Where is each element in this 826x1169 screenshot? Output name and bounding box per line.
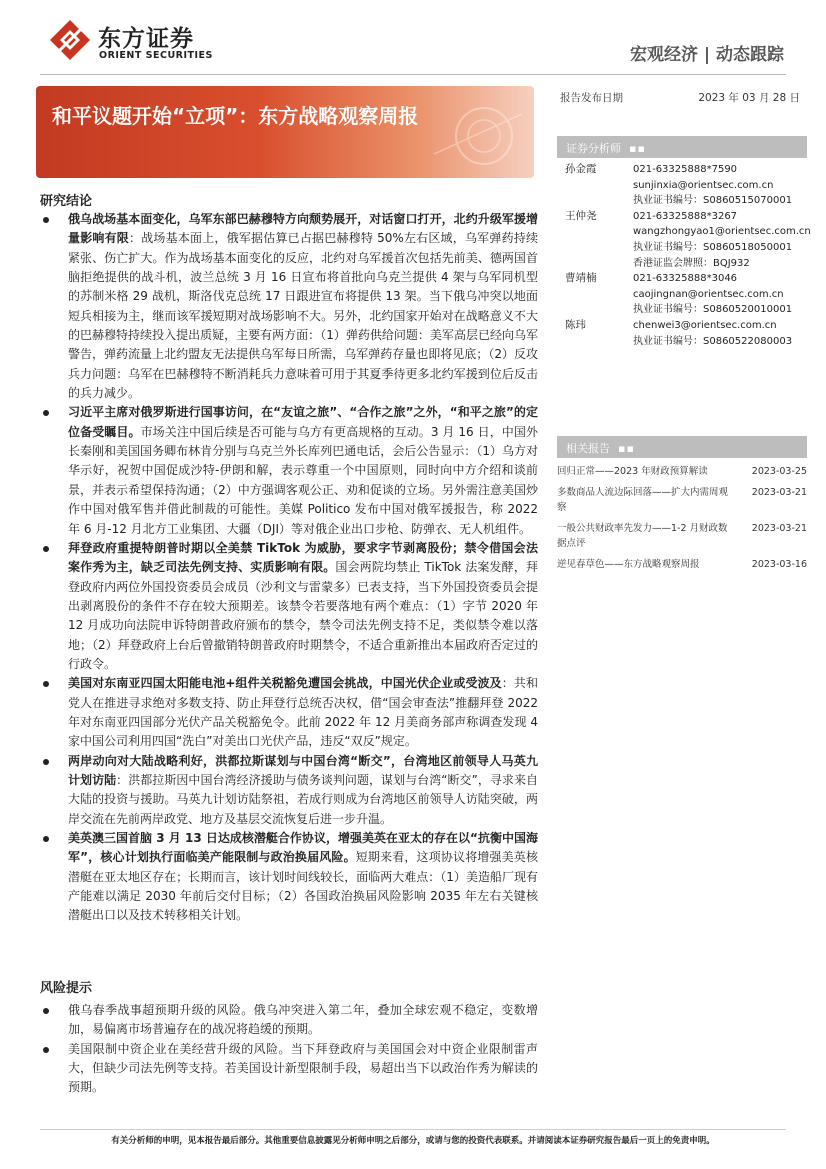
- research-bullet: [40, 539, 538, 674]
- page-header: [0, 0, 826, 80]
- analysts-header: [557, 136, 807, 158]
- related-header-dots: ▪▪: [618, 442, 635, 455]
- analyst-license: 执业证书编号：S0860515070001: [633, 195, 793, 207]
- analyst-entry: [565, 271, 805, 318]
- research-bullet: [40, 674, 538, 751]
- related-report-title[interactable]: 逆见春草色——东方战略观察周报: [557, 559, 700, 570]
- analyst-phone: 021-63325888*3046: [633, 273, 738, 285]
- related-report-date: 2023-03-25: [751, 466, 807, 477]
- analyst-name: 孙金霞: [565, 163, 597, 175]
- analyst-license: 执业证书编号：S0860522080003: [633, 335, 793, 347]
- analyst-entry: [565, 209, 811, 271]
- report-title: 和平议题开始“立项”：东方战略观察周报: [52, 104, 419, 128]
- related-report-item[interactable]: [557, 485, 807, 515]
- disclaimer-footer: 有关分析师的申明，见本报告最后部分。其他重要信息披露见分析师申明之后部分，或请与您的投资代表联系。并请阅读本证券研究报告最后一页上的免责申明。: [111, 1136, 715, 1146]
- orient-logo-icon: [48, 18, 92, 62]
- related-reports-list: [557, 464, 807, 578]
- bullet-headline: 俄乌战场基本面变化，乌军东部巴赫穆特方向颓势展开，对话窗口打开，北约升级军援增量影响有限: [68, 212, 538, 246]
- analyst-entry: [565, 318, 805, 349]
- analyst-email[interactable]: wangzhongyao1@orientsec.com.cn: [633, 226, 811, 238]
- bullet-body: 国会两院均禁止 TikTok 法案发酵，拜登政府内两位外国投资委员会成员（沙利文与雷蒙多）已表支持，当下外国投资委员会提出剥离股份的条件不存在较大预期差。该禁令若要落地有两个难点：（1）字节 2020 年 12 月成功向法院申诉特朗普政府颁布的禁令，禁令司法先例支持不足，类似禁令难以落地；（2）拜登政府上台后曾撤销特朗普政府时期禁令，不适合重新推出本届政府否定过的行政令。: [68, 560, 538, 671]
- analyst-entry: [565, 162, 805, 209]
- bullet-headline: 美国对东南亚四国太阳能电池+组件关税豁免遭国会挑战，中国光伏企业或受波及: [68, 676, 502, 691]
- logo-english-name: ORIENT SECURITIES: [99, 50, 213, 61]
- bullet-body: ：共和党人在推进寻求绝对多数支持、防止拜登行总统否决权，借“国会审查法”推翻拜登 2022 年对东南亚四国部分光伏产品关税豁免令。此前 2022 年 12 月美商务部声称调查发现 4 家中国公司利用四国“洗白”对美出口光伏产品，违反“双反”规定。: [68, 676, 538, 749]
- bullet-body: ：战场基本面上，俄军据估算已占据巴赫穆特 50%左右区域，乌军弹药持续紧张、伤亡扩大。作为战场基本面变化的反应，北约对乌军援首次包括先前美、德两国首脑拒绝提供的战斗机，波兰总统 3 月 16 日宣布将首批向乌克兰提供 4 架与乌军同机型的苏制米格 29 战机，斯洛伐克总统 17 日跟进宣布将提供 13 架。当下俄乌冲突以地面短兵相接为主，继而该军援短期对战场影响不大。另外，北约国家开始对在战略意义不大的巴赫穆特持续投入提出质疑，主要有两方面：（1）弹药供给问题：美军高层已经向乌军警告，弹药流量上北约盟友无法提供乌军每日所需，乌军弹药存量也即将见底；（2）反攻兵力问题：乌军在巴赫穆特不断消耗兵力意味着可用于其夏季待更多北约军援到位后反击的兵力减少。: [68, 231, 538, 401]
- related-report-item[interactable]: [557, 557, 807, 572]
- related-report-item[interactable]: [557, 521, 807, 551]
- header-divider: [40, 74, 786, 75]
- footer-divider: [40, 1129, 786, 1130]
- related-header-title: 相关报告: [566, 442, 610, 455]
- related-report-date: 2023-03-16: [751, 559, 807, 570]
- report-date-label: 报告发布日期: [560, 92, 623, 104]
- research-bullet: [40, 210, 538, 403]
- risk-bullet: 俄乌春季战事超预期升级的风险。俄乌冲突进入第二年，叠加全球宏观不稳定，变数增加，易偏离市场普遍存在的战况将趋缓的预期。: [40, 1001, 538, 1040]
- bullet-body: 市场关注中国后续是否可能与乌方有更高规格的互动。3 月 16 日，中国外长秦刚和美国国务卿布林肯分别与乌克兰外长库列巴通电话，会后公告显示：（1）乌方对华示好，祝贺中国促成沙特-伊朗和解，表示尊重一个中国原则，同时向中方介绍和谈前景，并表示希望保持沟通；（2）中方强调客观公正、劝和促谈的立场。另外需注意美国炒作中国对俄军售并借此制裁的可能性。美媒 Politico 发布中国对俄军援报告，称 2022 年 6 月-12 月北方工业集团、大疆（DJI）等对俄企业出口步枪、防弹衣、无人机组件。: [68, 424, 538, 536]
- bullet-headline: 美英澳三国首脑 3 月 13 日达成核潜艇合作协议，增强美英在亚太的存在以“抗衡中国海军”，核心计划执行面临美产能限制与政治换届风险。: [68, 831, 538, 865]
- analyst-license: 执业证书编号：S0860518050001: [633, 241, 793, 253]
- analyst-license: 执业证书编号：S0860520010001: [633, 304, 793, 316]
- analyst-email[interactable]: chenwei3@orientsec.com.cn: [633, 319, 777, 331]
- related-report-item[interactable]: [557, 464, 807, 479]
- related-report-title[interactable]: 多数商品人流边际回落——扩大内需周观察: [557, 487, 729, 513]
- risk-list: [40, 1001, 538, 1098]
- analyst-phone: 021-63325888*3267: [633, 210, 738, 222]
- analyst-hk-license: 香港证监会牌照：BQJ932: [633, 257, 750, 269]
- analyst-email[interactable]: sunjinxia@orientsec.com.cn: [633, 179, 774, 191]
- related-report-date: 2023-03-21: [751, 487, 807, 498]
- analyst-name: 王仲尧: [565, 209, 597, 222]
- research-conclusions: [40, 210, 538, 926]
- analyst-name: 曹靖楠: [565, 272, 597, 285]
- bullet-headline: 两岸动向对大陆战略利好，洪都拉斯谋划与中国台湾“断交”，台湾地区前领导人马英九计划访陆: [68, 753, 538, 787]
- analyst-name: 陈玮: [565, 318, 586, 331]
- title-banner: [36, 86, 534, 178]
- risk-section-title: 风险提示: [40, 981, 93, 996]
- analysts-header-dots: ▪▪: [629, 142, 646, 155]
- research-bullet: [40, 403, 538, 538]
- research-section-title: 研究结论: [40, 194, 93, 209]
- banner-decoration-icon: [414, 104, 524, 168]
- bullet-body: 短期来看，这项协议将增强美英核潜艇在亚太地区存在；长期而言，该计划时间线较长，面临两大难点：（1）美造船厂现有产能难以满足 2030 年前后交付目标；（2）各国政治换届风险影响 2035 年左右关键核潜艇出口以及技术转移相关计划。: [68, 850, 538, 923]
- related-reports-header: [557, 436, 807, 458]
- analyst-email[interactable]: caojingnan@orientsec.com.cn: [633, 288, 784, 300]
- related-report-title[interactable]: 一般公共财政率先发力——1-2 月财政数据点评: [557, 523, 728, 549]
- bullet-headline: 习近平主席对俄罗斯进行国事访问，在“友谊之旅”、“合作之旅”之外，“和平之旅”的定位备受瞩目。: [68, 405, 538, 439]
- report-category: 宏观经济 | 动态跟踪: [629, 45, 784, 65]
- related-report-title[interactable]: 回归正常——2023 年财政预算解读: [557, 466, 708, 477]
- analyst-list: [565, 162, 811, 349]
- analysts-header-title: 证券分析师: [566, 142, 621, 155]
- analyst-phone: 021-63325888*7590: [633, 164, 738, 175]
- research-bullet: [40, 829, 538, 926]
- research-bullet: [40, 752, 538, 829]
- report-date: 2023 年 03 月 28 日: [698, 92, 800, 104]
- bullet-headline: 拜登政府重提特朗普时期以全美禁 TikTok 为威胁，要求字节剥离股份；禁令借国会法案作秀为主，缺乏司法先例支持、实质影响有限。: [68, 540, 538, 575]
- logo-chinese-name: 东方证券: [98, 26, 194, 52]
- risk-bullet: 美国限制中资企业在美经营升级的风险。当下拜登政府与美国国会对中资企业限制雷声大，但缺少司法先例等支持。若美国设计新型限制手段，易超出当下以政治作秀为解读的预期。: [40, 1040, 538, 1098]
- company-logo: [48, 18, 228, 66]
- related-report-date: 2023-03-21: [751, 523, 807, 534]
- bullet-body: ：洪都拉斯因中国台湾经济援助与债务谈判问题，谋划与台湾“断交”，寻求来自大陆的投资与援助。马英九计划访陆祭祖，若成行则成为台湾地区前领导人访陆突破，两岸交流在先前两岸政党、地方及基层交流恢复后进一步升温。: [68, 772, 538, 826]
